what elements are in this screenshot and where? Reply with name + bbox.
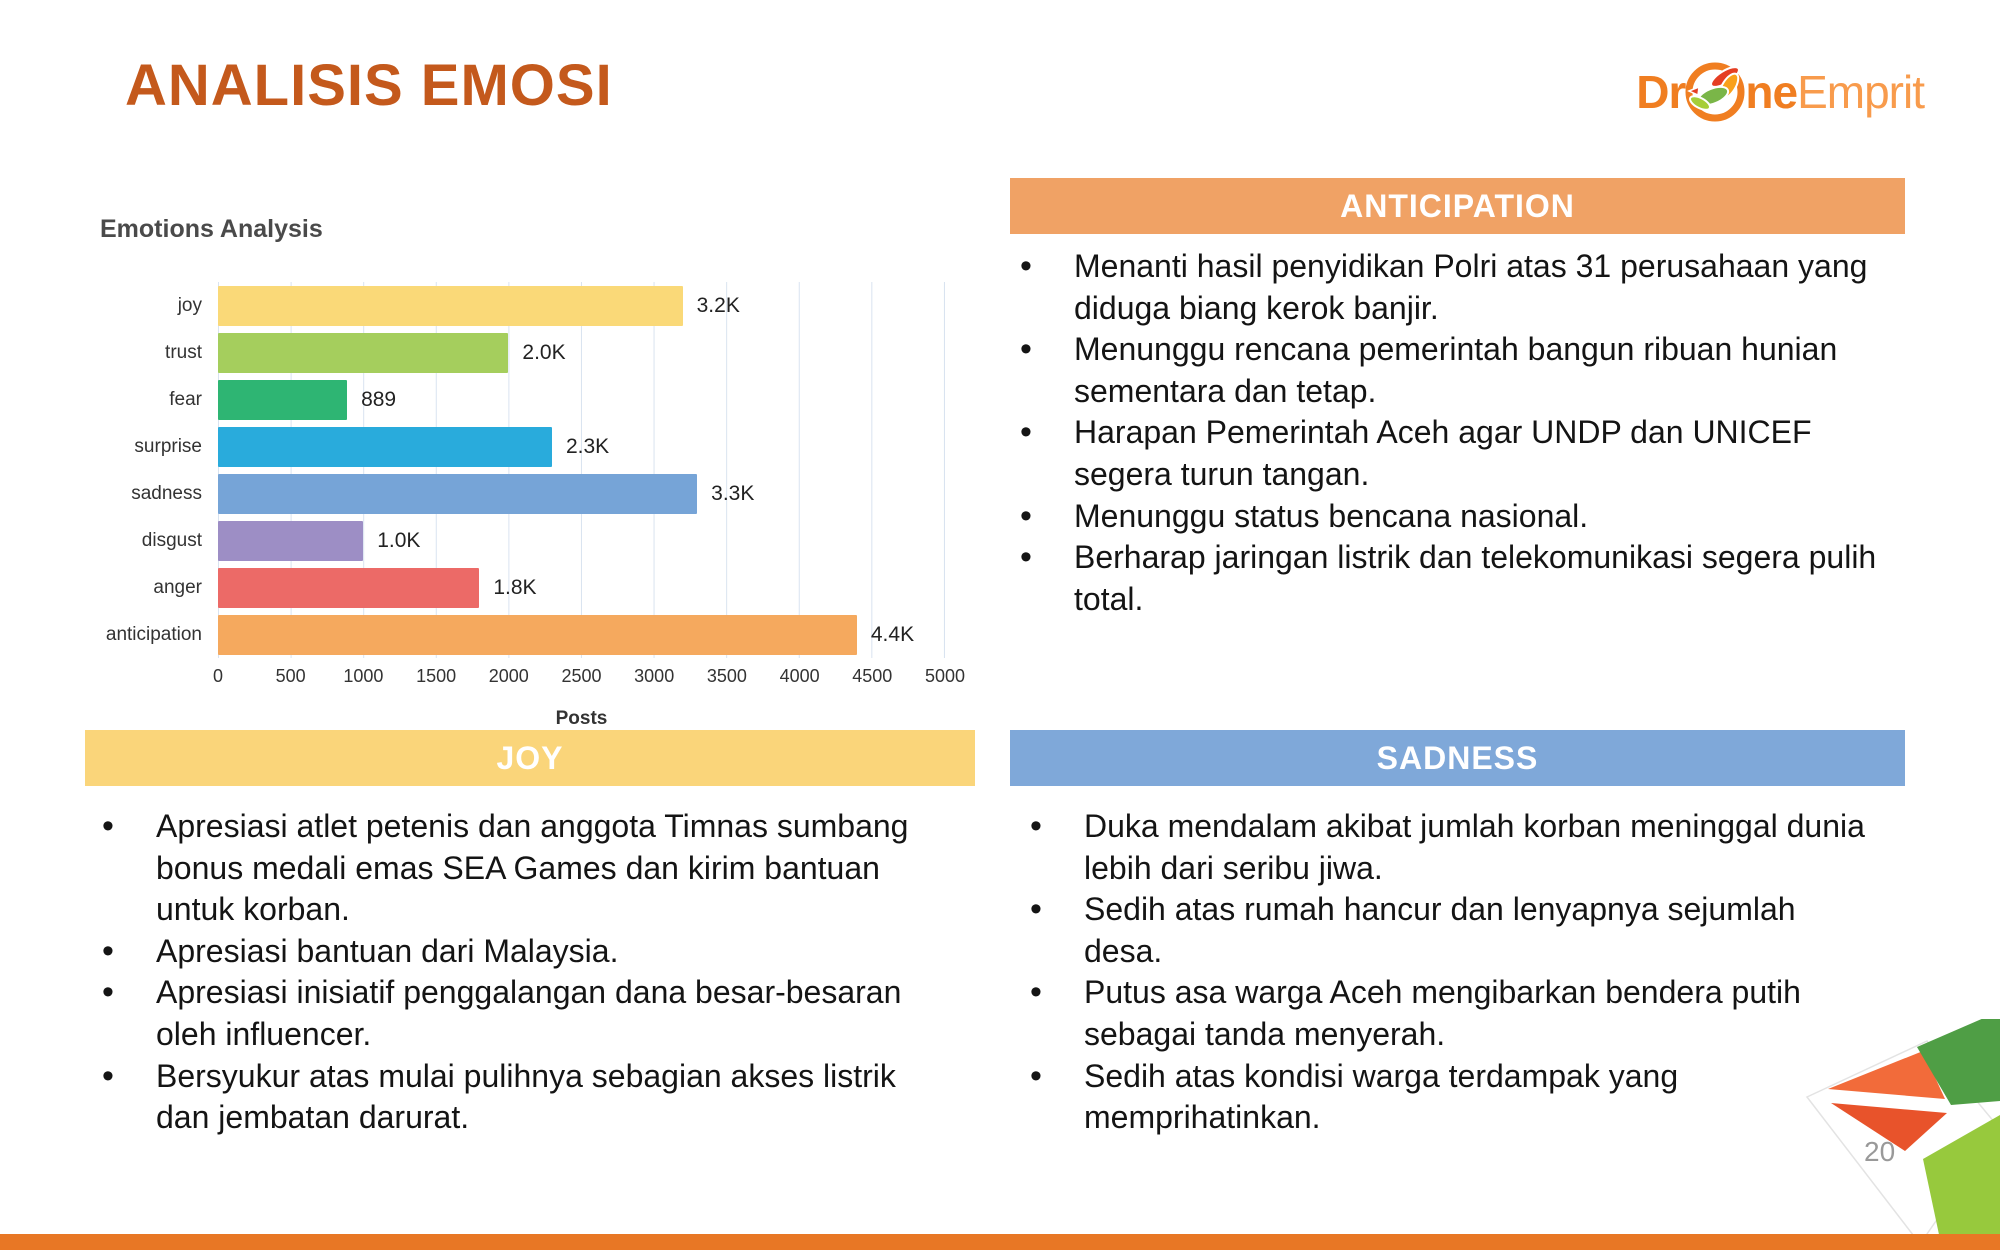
logo-text-emprit: Emprit bbox=[1797, 66, 1924, 118]
chart-bar bbox=[218, 286, 683, 326]
chart-x-tick-label: 3500 bbox=[706, 666, 747, 686]
chart-category-label: anger bbox=[153, 576, 202, 598]
bullet-item: • Sedih atas kondisi warga terdampak yang memprihatinkan. bbox=[1020, 1056, 1880, 1139]
joy-panel-title: JOY bbox=[496, 739, 564, 776]
bullet-item: • Harapan Pemerintah Aceh agar UNDP dan UNICEF segera turun tangan. bbox=[1010, 412, 1890, 495]
chart-bar-value-label: 3.3K bbox=[711, 481, 755, 505]
sadness-panel-title: SADNESS bbox=[1376, 739, 1539, 776]
chart-bar bbox=[218, 380, 347, 420]
chart-bar-row bbox=[218, 470, 944, 517]
chart-x-tick-label: 5000 bbox=[924, 666, 966, 686]
chart-bar-row bbox=[218, 282, 944, 329]
chart-bar bbox=[218, 474, 697, 514]
chart-x-tick-label: 4500 bbox=[852, 666, 893, 686]
chart-category-label: anticipation bbox=[105, 623, 202, 645]
chart-category-label: disgust bbox=[141, 529, 202, 551]
chart-x-tick-label: 1500 bbox=[416, 666, 457, 686]
chart-bar-row bbox=[218, 423, 944, 470]
bullet-item: • Berharap jaringan listrik dan telekomunikasi segera pulih total. bbox=[1010, 537, 1890, 620]
chart-bar-value-label: 3.2K bbox=[696, 293, 740, 317]
bullet-item: • Menunggu rencana pemerintah bangun ribuan hunian sementara dan tetap. bbox=[1010, 329, 1890, 412]
bullet-item: • Sedih atas rumah hancur dan lenyapnya sejumlah desa. bbox=[1020, 889, 1880, 972]
joy-bullet-list bbox=[92, 806, 952, 1139]
anticipation-bullet-list bbox=[1010, 246, 1890, 620]
chart-x-tick-label: 2000 bbox=[488, 666, 529, 686]
chart-x-tick-label: 1000 bbox=[343, 666, 384, 686]
page-title: ANALISIS EMOSI bbox=[125, 53, 613, 118]
chart-bar-row bbox=[218, 376, 944, 423]
chart-bars bbox=[218, 282, 945, 658]
anticipation-panel-header bbox=[1010, 178, 1905, 234]
chart-title: Emotions Analysis bbox=[100, 215, 323, 243]
bullet-item: • Duka mendalam akibat jumlah korban meninggal dunia lebih dari seribu jiwa. bbox=[1020, 806, 1880, 889]
chart-bar bbox=[218, 521, 363, 561]
sadness-panel-header bbox=[1010, 730, 1905, 786]
anticipation-panel-title: ANTICIPATION bbox=[1340, 187, 1575, 224]
chart-bar-value-label: 889 bbox=[361, 387, 397, 411]
corner-triangle-decoration bbox=[1795, 1019, 2000, 1244]
chart-bar bbox=[218, 568, 479, 608]
bullet-item: • Apresiasi inisiatif penggalangan dana besar-besaran oleh influencer. bbox=[92, 972, 952, 1055]
chart-bar-value-label: 4.4K bbox=[870, 622, 915, 646]
chart-category-label: sadness bbox=[131, 482, 202, 504]
chart-x-axis-label: Posts bbox=[555, 708, 608, 729]
chart-x-tick-label: 500 bbox=[275, 666, 306, 686]
chart-x-tick-label: 2500 bbox=[561, 666, 602, 686]
chart-bar-value-label: 2.0K bbox=[522, 340, 566, 364]
logo-text-dr: Dr bbox=[1636, 66, 1686, 118]
chart-bar-value-label: 1.0K bbox=[377, 528, 421, 552]
chart-x-tick-label: 0 bbox=[212, 666, 224, 686]
chart-category-labels bbox=[100, 282, 218, 658]
joy-panel-header bbox=[85, 730, 975, 786]
sadness-bullet-list bbox=[1020, 806, 1880, 1139]
bullet-item: • Putus asa warga Aceh mengibarkan bendera putih sebagai tanda menyerah. bbox=[1020, 972, 1880, 1055]
logo-bird-icon bbox=[1683, 60, 1747, 124]
chart-bar-row bbox=[218, 564, 944, 611]
chart-category-label: trust bbox=[165, 341, 202, 363]
chart-plot-area bbox=[100, 282, 960, 658]
chart-x-ticks bbox=[212, 666, 966, 692]
logo-text-ne: ne bbox=[1745, 66, 1798, 118]
chart-bar-value-label: 2.3K bbox=[565, 434, 610, 458]
bullet-item: • Menunggu status bencana nasional. bbox=[1010, 496, 1890, 538]
chart-bar bbox=[218, 333, 508, 373]
bullet-item: • Bersyukur atas mulai pulihnya sebagian akses listrik dan jembatan darurat. bbox=[92, 1056, 952, 1139]
droneemprit-logo bbox=[1636, 60, 1924, 124]
chart-category-label: surprise bbox=[134, 435, 202, 457]
chart-bar bbox=[218, 427, 552, 467]
bullet-item: • Apresiasi bantuan dari Malaysia. bbox=[92, 931, 952, 973]
chart-x-tick-label: 3000 bbox=[634, 666, 675, 686]
emotions-bar-chart bbox=[100, 215, 966, 730]
chart-x-tick-label: 4000 bbox=[779, 666, 820, 686]
chart-category-label: fear bbox=[169, 388, 202, 410]
chart-bar-row bbox=[218, 611, 944, 658]
page-number: 20 bbox=[1864, 1136, 1896, 1167]
chart-category-label: joy bbox=[177, 294, 202, 316]
chart-bar-row bbox=[218, 517, 944, 564]
chart-bar bbox=[218, 615, 857, 655]
bullet-item: • Apresiasi atlet petenis dan anggota Timnas sumbang bonus medali emas SEA Games dan kirim bantuan untuk korban. bbox=[92, 806, 952, 931]
chart-bar-value-label: 1.8K bbox=[493, 575, 537, 599]
chart-bar-row bbox=[218, 329, 944, 376]
bottom-accent-bar bbox=[0, 1234, 2000, 1250]
bullet-item: • Menanti hasil penyidikan Polri atas 31 perusahaan yang diduga biang kerok banjir. bbox=[1010, 246, 1890, 329]
